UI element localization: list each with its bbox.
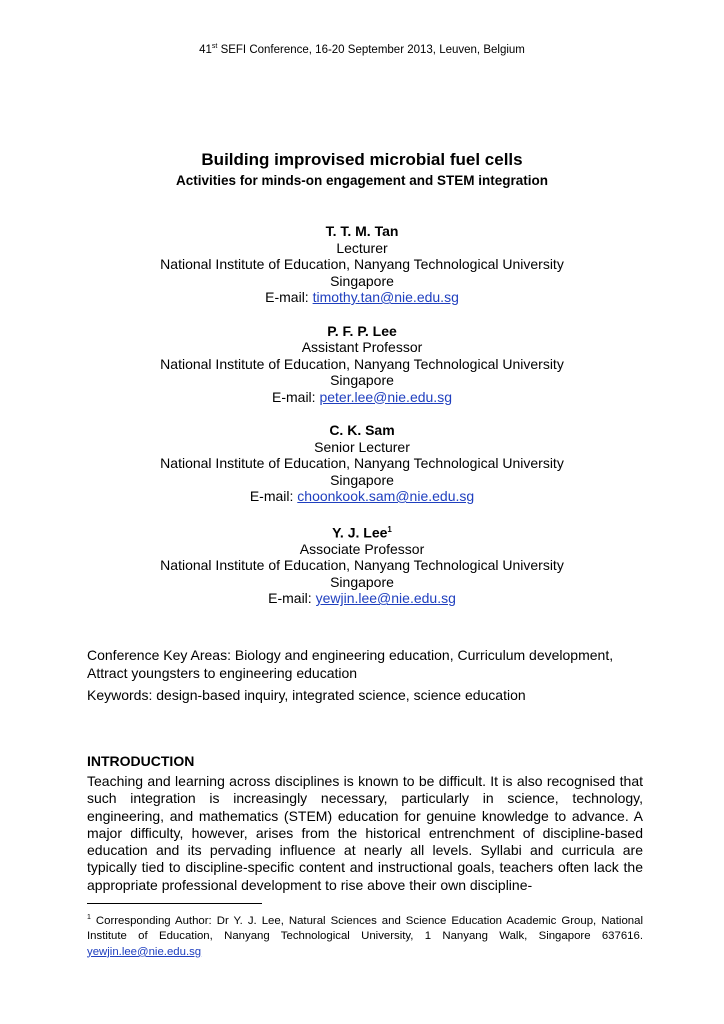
conference-number: 41 <box>199 43 212 56</box>
footnote-marker: 1 <box>387 524 392 534</box>
author-country: Singapore <box>330 372 394 388</box>
footnote-divider <box>87 903 262 904</box>
footnote-email-link[interactable]: yewjin.lee@nie.edu.sg <box>87 945 202 958</box>
author-email-link[interactable]: choonkook.sam@nie.edu.sg <box>297 488 475 504</box>
author-block <box>0 323 724 406</box>
footnote-text: Corresponding Author: Dr Y. J. Lee, Natural Sciences and Science Education Academic Group, National Institute of Education, Nanyang Technological University, 1 Nanyang Walk, Singapore 637616. <box>87 914 643 943</box>
email-label: E-mail: <box>265 289 313 305</box>
conference-key-areas: Conference Key Areas: Biology and engineering education, Curriculum development, Attract youngsters to engineering education <box>87 647 614 681</box>
author-block <box>0 422 724 505</box>
author-block <box>0 223 724 306</box>
page-header <box>0 43 724 56</box>
ordinal-suffix: st <box>211 43 218 50</box>
author-list <box>0 223 724 624</box>
paper-title: Building improvised microbial fuel cells <box>201 150 523 169</box>
author-block <box>0 522 724 607</box>
section-heading: INTRODUCTION <box>87 753 195 769</box>
author-institution: National Institute of Education, Nanyang Technological University <box>160 256 564 272</box>
author-email-line <box>0 289 724 306</box>
author-role: Assistant Professor <box>301 339 423 355</box>
paper-subtitle: Activities for minds-on engagement and STEM integration <box>175 173 549 188</box>
author-email-link[interactable]: timothy.tan@nie.edu.sg <box>312 289 459 305</box>
intro-paragraph: Teaching and learning across disciplines is known to be difficult. It is also recognised that such integration is increasingly necessary, particularly in science, technology, engineering, and mathematics (STEM) education for genuine knowledge to advance. A major difficulty, however, arises from the historical entrenchment of discipline-based education and its pervading influence at nearly all levels. Syllabi and curricula are typically tied to discipline-specific content and instructional goals, teachers often lack the appropriate professional development to rise above their own discipline- <box>87 773 643 893</box>
keywords: Keywords: design-based inquiry, integrated science, science education <box>87 687 526 703</box>
author-email-line <box>0 590 724 607</box>
author-email-link[interactable]: yewjin.lee@nie.edu.sg <box>315 590 456 607</box>
title-block <box>0 149 724 191</box>
author-institution: National Institute of Education, Nanyang Technological University <box>160 355 564 372</box>
author-institution: National Institute of Education, Nanyang Technological University <box>160 557 564 574</box>
author-name: T. T. M. Tan <box>325 223 399 239</box>
author-email-line <box>0 488 724 505</box>
author-name-line <box>0 522 724 541</box>
author-role: Senior Lecturer <box>314 438 410 455</box>
conference-text: SEFI Conference, 16-20 September 2013, Leuven, Belgium <box>217 43 525 56</box>
email-label: E-mail: <box>268 590 316 607</box>
email-label: E-mail: <box>249 488 298 504</box>
author-role: Associate Professor <box>299 540 425 557</box>
footnote <box>87 910 643 960</box>
author-email-line <box>0 389 724 406</box>
author-institution: National Institute of Education, Nanyang Technological University <box>160 455 564 471</box>
author-country: Singapore <box>330 573 394 590</box>
author-name: Y. J. Lee <box>332 524 388 541</box>
author-country: Singapore <box>330 272 394 289</box>
author-email-link[interactable]: peter.lee@nie.edu.sg <box>319 388 452 405</box>
footnote-mark: 1 <box>87 914 91 921</box>
email-label: E-mail: <box>272 388 320 405</box>
author-country: Singapore <box>330 471 394 488</box>
author-name: C. K. Sam <box>329 422 395 438</box>
author-name: P. F. P. Lee <box>327 322 397 339</box>
author-role: Lecturer <box>336 239 388 256</box>
